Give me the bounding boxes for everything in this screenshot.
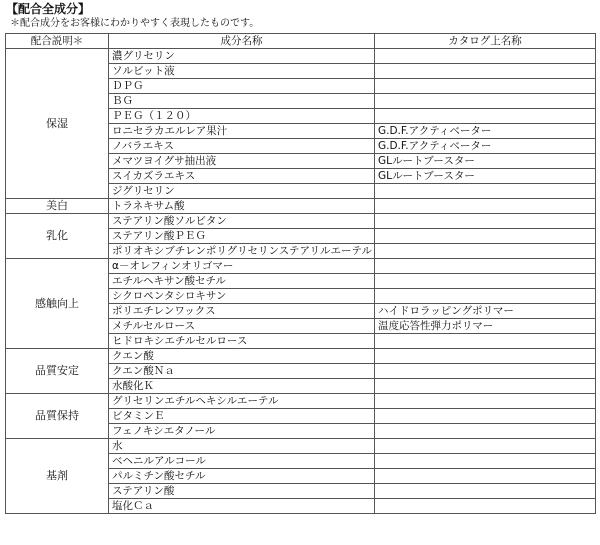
category-cell: 保湿 [6, 49, 109, 199]
catalog-name-cell [375, 379, 596, 394]
catalog-name-cell [375, 184, 596, 199]
ingredient-name-cell: ベヘニルアルコール [109, 454, 375, 469]
header-description: 配合説明＊ [6, 34, 109, 49]
ingredient-name-cell: 水 [109, 439, 375, 454]
category-cell: 品質安定 [6, 349, 109, 394]
catalog-name-cell [375, 454, 596, 469]
catalog-name-cell [375, 424, 596, 439]
ingredient-name-cell: メマツヨイグサ抽出液 [109, 154, 375, 169]
header-catalog-name: カタログ上名称 [375, 34, 596, 49]
category-cell: 品質保持 [6, 394, 109, 439]
catalog-name-cell [375, 109, 596, 124]
catalog-name-cell: G.D.F.アクティベーター [375, 124, 596, 139]
catalog-name-cell: GLルートブースター [375, 169, 596, 184]
ingredient-name-cell: ＰＥＧ（１２０） [109, 109, 375, 124]
ingredient-name-cell: ジグリセリン [109, 184, 375, 199]
catalog-name-cell [375, 229, 596, 244]
catalog-name-cell [375, 364, 596, 379]
ingredient-name-cell: ノバラエキス [109, 139, 375, 154]
ingredient-name-cell: ステアリン酸ＰＥＧ [109, 229, 375, 244]
catalog-name-cell: 温度応答性弾力ポリマー [375, 319, 596, 334]
ingredient-name-cell: α－オレフィンオリゴマー [109, 259, 375, 274]
ingredient-name-cell: クエン酸 [109, 349, 375, 364]
section-title: 【配合全成分】 [6, 2, 91, 16]
ingredient-name-cell: ロニセラカエルレア果汁 [109, 124, 375, 139]
ingredient-name-cell: グリセリンエチルヘキシルエーテル [109, 394, 375, 409]
header-ingredient-name: 成分名称 [109, 34, 375, 49]
catalog-name-cell [375, 439, 596, 454]
catalog-name-cell [375, 79, 596, 94]
ingredient-name-cell: ヒドロキシエチルセルロース [109, 334, 375, 349]
ingredient-name-cell: パルミチン酸セチル [109, 469, 375, 484]
ingredient-name-cell: エチルヘキサン酸セチル [109, 274, 375, 289]
catalog-name-cell [375, 64, 596, 79]
catalog-name-cell [375, 394, 596, 409]
category-cell: 美白 [6, 199, 109, 214]
catalog-name-cell [375, 349, 596, 364]
ingredient-name-cell: シクロペンタシロキサン [109, 289, 375, 304]
catalog-name-cell [375, 259, 596, 274]
catalog-name-cell [375, 289, 596, 304]
footnote: ＊配合成分をお客様にわかりやすく表現したものです。 [10, 18, 260, 29]
ingredient-name-cell: ポリオキシブチレンポリグリセリンステアリルエーテル [109, 244, 375, 259]
category-cell: 感触向上 [6, 259, 109, 349]
ingredient-name-cell: ＤＰＧ [109, 79, 375, 94]
ingredient-name-cell: 水酸化Ｋ [109, 379, 375, 394]
table-body [6, 49, 596, 514]
category-cell: 基剤 [6, 439, 109, 514]
catalog-name-cell [375, 214, 596, 229]
ingredient-name-cell: ステアリン酸ソルビタン [109, 214, 375, 229]
catalog-name-cell [375, 409, 596, 424]
table-row [6, 199, 596, 214]
ingredients-table [5, 33, 596, 514]
catalog-name-cell: G.D.F.アクティベーター [375, 139, 596, 154]
catalog-name-cell [375, 49, 596, 64]
table-header-row [6, 34, 596, 49]
catalog-name-cell [375, 199, 596, 214]
ingredient-name-cell: スイカズラエキス [109, 169, 375, 184]
table-row [6, 49, 596, 64]
ingredient-name-cell: メチルセルロース [109, 319, 375, 334]
ingredient-name-cell: ソルビット液 [109, 64, 375, 79]
catalog-name-cell: GLルートブースター [375, 154, 596, 169]
table-row [6, 259, 596, 274]
ingredient-name-cell: ステアリン酸 [109, 484, 375, 499]
ingredient-name-cell: ポリエチレンワックス [109, 304, 375, 319]
catalog-name-cell [375, 94, 596, 109]
ingredient-name-cell: ビタミンＥ [109, 409, 375, 424]
catalog-name-cell [375, 334, 596, 349]
ingredient-name-cell: フェノキシエタノール [109, 424, 375, 439]
catalog-name-cell [375, 469, 596, 484]
catalog-name-cell [375, 244, 596, 259]
catalog-name-cell: ハイドロラッピングポリマー [375, 304, 596, 319]
ingredient-name-cell: トラネキサム酸 [109, 199, 375, 214]
ingredient-name-cell: 塩化Ｃａ [109, 499, 375, 514]
table-row [6, 349, 596, 364]
catalog-name-cell [375, 484, 596, 499]
ingredient-name-cell: クエン酸Ｎａ [109, 364, 375, 379]
catalog-name-cell [375, 499, 596, 514]
table-row [6, 214, 596, 229]
catalog-name-cell [375, 274, 596, 289]
table-row [6, 394, 596, 409]
ingredient-name-cell: ＢＧ [109, 94, 375, 109]
table-row [6, 439, 596, 454]
ingredient-name-cell: 濃グリセリン [109, 49, 375, 64]
category-cell: 乳化 [6, 214, 109, 259]
